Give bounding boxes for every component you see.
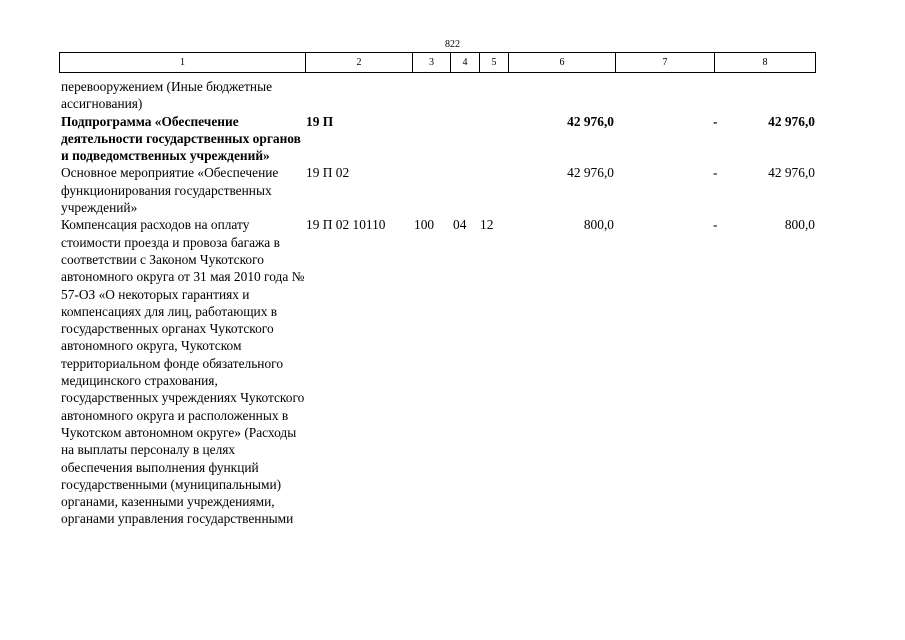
row-value-8: 42 976,0 [768,113,815,129]
table-row [59,216,815,527]
row-name: Компенсация расходов на оплату стоимости проезда и провоза багажа в соответствии с Законом Чукотского автономного округа от 31 мая 2010 года № 57-ОЗ «О некоторых гарантиях и компенсациях для лиц, работающих в государственных органах Чукотского автономного округа, Чукотском территориальном фонде обязательного медицинского страхования, государственных учреждениях Чукотского автономного округа и расположенных в Чукотском автономном округе» (Расходы на выплаты персоналу в целях обеспечения выполнения функций государственными (муниципальными) органами, казенными учреждениями, органами управления государственными [61,217,305,527]
row-value-6: 800,0 [583,217,614,233]
row-value-5: 12 [480,217,494,233]
table-row [59,78,815,113]
row-name: Основное мероприятие «Обеспечение функционирования государственных учреждений» [61,165,279,216]
page-number: 822 [445,39,460,50]
row-name: перевооружением (Иные бюджетные ассигнования) [61,79,273,112]
column-header-table [59,52,816,73]
column-header-1: 1 [60,53,306,73]
column-header-7: 7 [616,53,715,73]
row-value-7: - [713,217,718,233]
row-value-3: 100 [414,217,435,233]
column-header-8: 8 [715,53,816,73]
column-header-4: 4 [451,53,480,73]
row-code: 19 П 02 [306,165,350,181]
column-header-6: 6 [509,53,616,73]
row-value-6: 42 976,0 [567,165,614,181]
column-header-5: 5 [480,53,509,73]
row-value-8: 42 976,0 [768,165,815,181]
row-code: 19 П 02 10110 [306,217,386,233]
budget-rows [59,78,815,528]
row-name: Подпрограмма «Обеспечение деятельности государственных органов и подведомственных учреждений» [61,113,301,164]
row-value-8: 800,0 [784,217,815,233]
row-value-7: - [713,165,718,181]
table-row [59,164,815,216]
column-header-3: 3 [413,53,451,73]
row-code: 19 П [306,113,334,129]
row-value-7: - [713,113,718,129]
table-row [59,113,815,165]
row-value-6: 42 976,0 [567,113,614,129]
column-header-2: 2 [306,53,413,73]
row-value-4: 04 [453,217,467,233]
